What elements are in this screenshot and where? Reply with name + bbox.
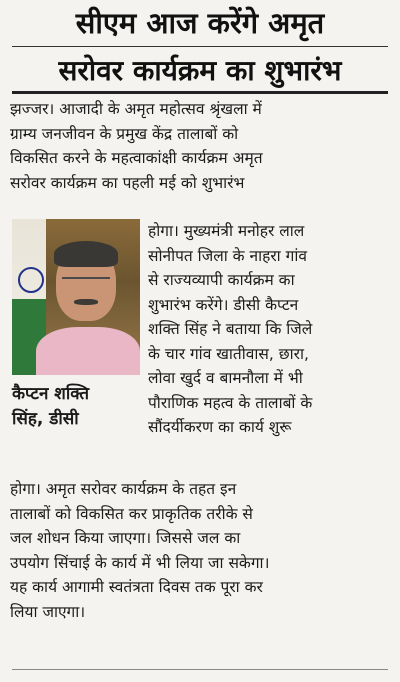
article-line: लोवा खुर्द व बामनौला में भी [148, 369, 303, 387]
dc-portrait-photo [12, 219, 140, 375]
article-line: शक्ति सिंह ने बताया कि जिले [148, 320, 313, 338]
article-line: सोनीपत जिला के नाहरा गांव [148, 246, 307, 265]
article-line: उपयोग सिंचाई के कार्य में भी लिया जा सकेगा। [10, 553, 270, 572]
headline-underline [12, 91, 388, 94]
article-bottom-rule [12, 669, 388, 670]
article-line: ग्राम्य जनजीवन के प्रमुख केंद्र तालाबों को [10, 124, 239, 143]
article-top-block [10, 97, 392, 195]
article-line: होगा। अमृत सरोवर कार्यक्रम के तहत इन [10, 480, 237, 498]
article-line: पौराणिक महत्व के तालाबों के [148, 393, 313, 412]
article-line: झज्जर। आजादी के अमृत महोत्सव श्रृंखला में [10, 100, 262, 118]
article-line: से राज्यव्यापी कार्यक्रम का [148, 271, 295, 289]
headline-line-1: सीएम आज करेंगे अमृत [75, 6, 325, 40]
article-line: जल शोधन किया जाएगा। जिससे जल का [10, 529, 241, 547]
article-line: विकसित करने के महत्वाकांक्षी कार्यक्रम अमृत [10, 149, 263, 167]
photo-caption [12, 382, 142, 432]
headline-divider [12, 46, 388, 47]
article-bottom-block [10, 477, 392, 624]
article-line: तालाबों को विकसित कर प्राकृतिक तरीके से [10, 504, 253, 523]
portrait-mustache [74, 299, 98, 305]
portrait-glasses [62, 277, 110, 291]
flag-chakra-icon [18, 267, 44, 293]
article-line: के चार गांव खातीवास, छारा, [148, 344, 309, 363]
article-line: शुभारंभ करेंगे। डीसी कैप्टन [148, 295, 299, 314]
article-line: सरोवर कार्यक्रम का पहली मई को शुभारंभ [10, 173, 245, 192]
article-side-block [148, 219, 392, 440]
portrait-shirt [36, 327, 140, 375]
caption-line: सिंह, डीसी [12, 409, 79, 429]
headline-line-2: सरोवर कार्यक्रम का शुभारंभ [58, 54, 342, 87]
article-line: लिया जाएगा। [10, 602, 86, 621]
article-line: यह कार्य आगामी स्वतंत्रता दिवस तक पूरा कर [10, 578, 263, 596]
article-line: सौंदर्यीकरण का कार्य शुरू [148, 418, 292, 436]
article-line: होगा। मुख्यमंत्री मनोहर लाल [148, 222, 305, 240]
caption-line: कैप्टन शक्ति [12, 384, 90, 404]
portrait-hair [54, 241, 118, 267]
